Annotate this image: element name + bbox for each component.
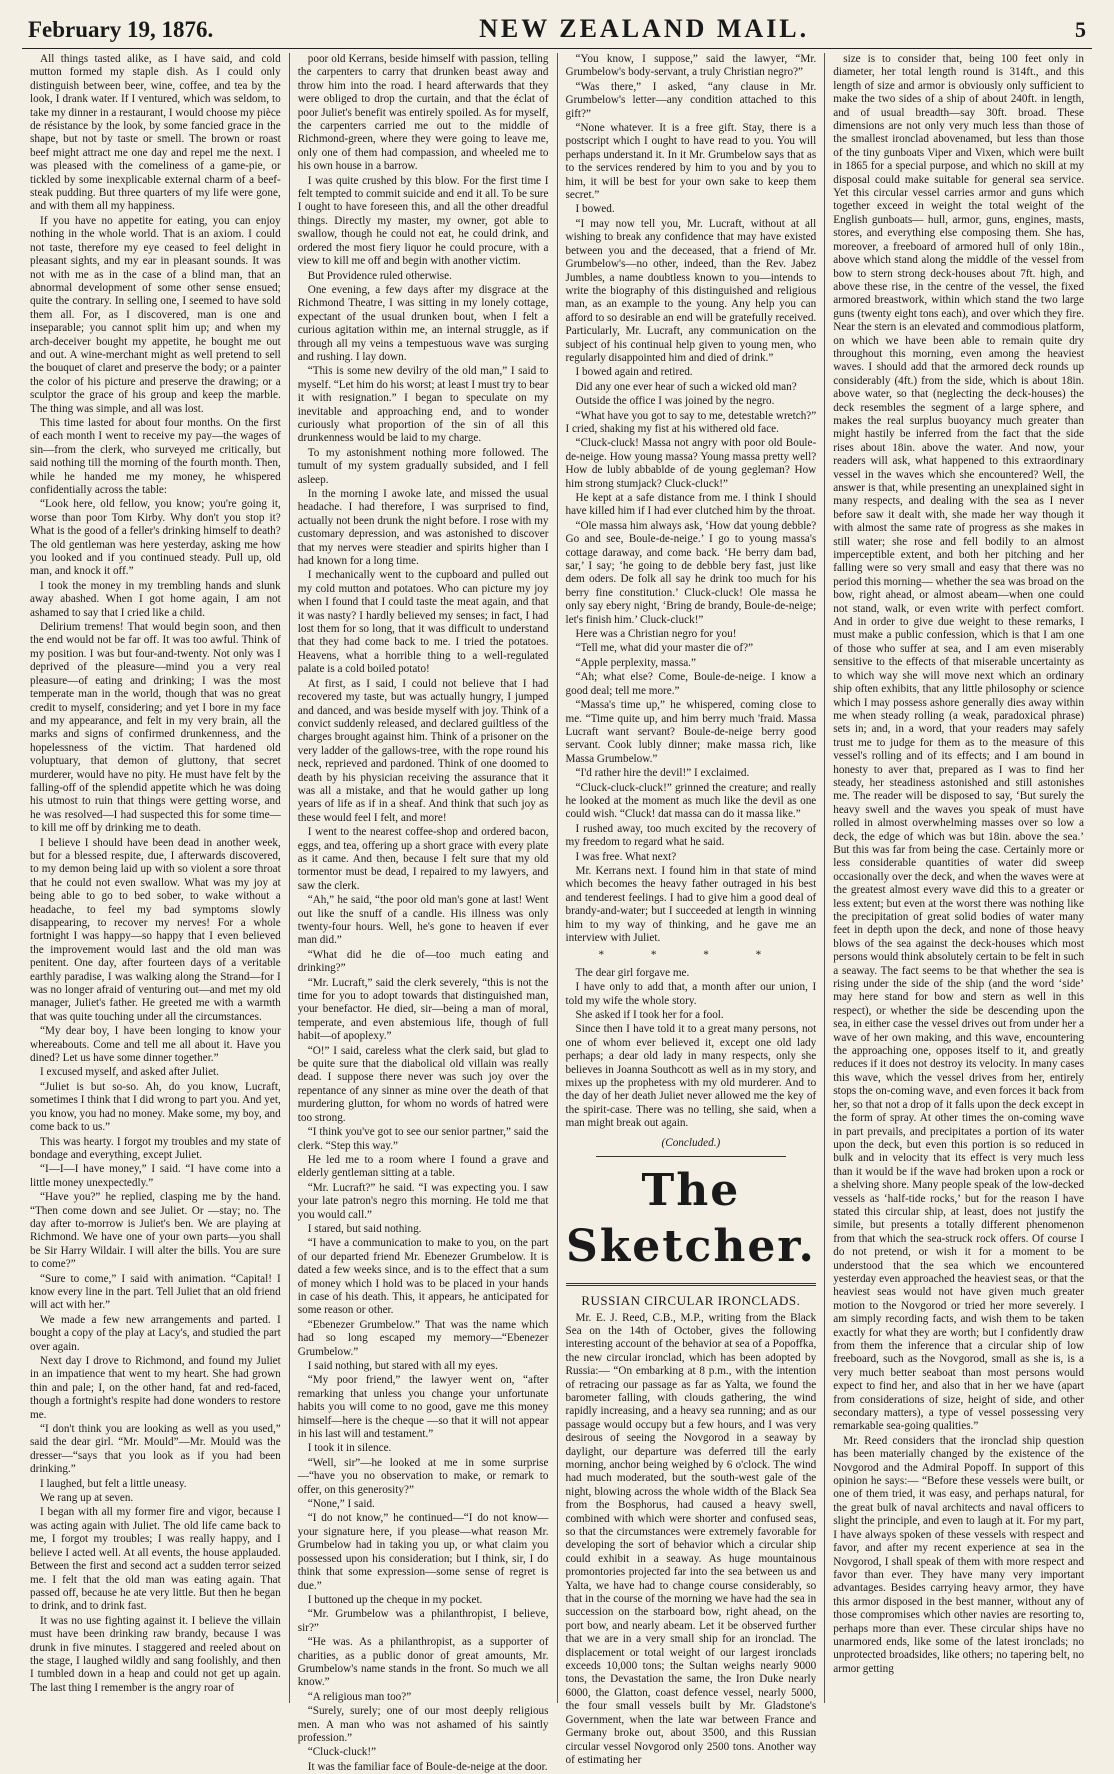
paragraph: Mr. Kerrans next. I found him in that state of mind which becomes the heavy father outraged in his best and tenderest feelings. I had to give him a good deal of brandy-and-water; but I succeeded at length in winning him to my way of thinking, and he gave me an interview with Juliet. [565,864,817,944]
paragraph: “Cluck-cluck!” [307,1746,377,1759]
paragraph: “Well, sir”—he looked at me in some surprise—“have you no observation to make, or remark to offer, on this generosity?” [297,1456,549,1496]
paragraph: I took it in silence. [307,1442,392,1455]
paragraph: size is to consider that, being 100 feet only in diameter, her total length round is 314ft., and this length of size and armor is obviously only sufficient to make the two sides of a ship of about 240ft. in length, and of usual breadth—say 30ft. broad. These dimensions are not only very much less than those of the smallest ironclad abovenamed, but less than those of the tiny gunboats Viper and Vixen, which were built in 1865 for a special purpose, and which no skill at my disposal could make suitable for general sea service. Yet this circular vessel carries armor and guns which together exceed in weight the total weight of the English gunboats— hull, armor, guns, engines, masts, stores, and everything else composing them. She has, moreover, a freeboard of armored hull of only 18in., above which stand along the middle of the vessel from bow to stern strong deck-houses about 7ft. high, and above these rise, in the centre of the vessel, the fixed armored breastwork, within which stand the two large guns (twenty eight tons each), and over which they fire. Near the stern is an elevated and commodious platform, on which we have been able to remain quite dry throughout this morning, even among the heaviest waves. I should add that the armored deck rounds up considerably (4ft.) from the side, which is about 18in. above water, so that (neglecting the deck-houses) the deck resembles the segment of a large sphere, and makes the real surplus buoyancy much greater than might hastily be inferred from the fact that the side rises about 18in. above the water. And now, your readers will ask, what happened to this extraordinary vessel in the waves which she encountered? Well, the answer is that, while presenting an unexplained sight in many respects, and dealing with the sea as I never before saw it dealt with, she made her way though it with almost the same rate of progress as she makes in still water; she rose and fell bodily to an almost imperceptible extent, and both her pitching and her falling were so very small and easy that there was no period this morning— whether the sea was broad on the bow, right ahead, or almost abeam—when one could not stand, walk, or even write with perfect comfort. And in order to give due weight to these remarks, I must make a public confession, which is that I am one of those who suffer at sea, and I am even miserably sensitive to the effects of that miserable uncertainty as to which way she will move next which an ordinary ship often exhibits, that any little philosophy or science which I may possess ashore generally dies away within me when steady rolling (a weak, paradoxical phrase) sets in; and, in a word, that your readers may safely trust me to judge for them as to the measure of this vessel's rolling and of its effects; and I am bound in honesty to aver that, prepared as I was to find her steady, her steadiness astonished and still astonishes me. The reader will be disposed to say, ‘But surely the heavy swell and the waves you speak of must have rolled in almost overwhelming masses over so low a deck, the edge of which was but 18in. above the sea.’ But this was far from being the case. Certainly more or less considerable quantities of water did sweep occasionally over the deck, and when the waves were at the greatest almost every wave did this to a greater or less extent; but even at the worst there was nothing like the precipitation of great solid bodies of water many feet in depth upon the deck, and none of those heavy blows of the sea against the deck-houses which most persons would think absolutely certain to be felt in such a seaway. The fact seems to be that whether the sea is rising under the side of the ship (and the word ‘side’ may here stand for bow and stern as well in this respect), or whether the side be descending upon the sea, in either case the vessel drives out from under her a wave of her own making, and this wave, encountering the approaching one, opposes itself to it, and greatly reduces if it does not destroy its velocity. In many cases this wave, which the vessel drives from her, entirely stops the on-coming wave, and even forces it back from her, so that not a drop of it falls upon the deck except in the form of spray. At other times the on-coming wave in part prevails, and precipitates a portion of its water upon the deck, but even this portion is so reduced in bulk and in velocity that its effect is very much less than it would be if the wave had broken upon a rock or a shelving shore. Many people speak of the low-decked vessels as ‘half-tide rocks,’ but for the reason I have stated this circular ship, at least, does not justify the simile, but presents a totally different phenomenon from that which the sea-struck rock offers. Of course I do not pretend, or wish it for a moment to be understood that the sea which we encountered yesterday even approached the heaviest seas, or that the heaviest seas would not have given much greater motion to the Novgorod or tried her more severely. I am simply recording facts, and wish them to be taken exactly for what they are worth; but I confidently draw from them the inference that a circular ship of low freeboard, such as the Novgorod, small as she is, is a very much better seaboat than most persons would expect to find her, and also that in her we have (apart from considerations of size, height of side, and other secondary matters), a type of vessel possessing very remarkable sea-going qualities.” [833,53,1084,1433]
paragraph: I excused myself, and asked after Juliet. [40,1066,219,1079]
paragraph: Outside the office I was joined by the negro. [575,395,775,408]
paragraph: “Was there,” I asked, “any clause in Mr. Grumbelow's letter—any condition attached to this gift?” [565,80,817,120]
paragraph: Did any one ever hear of such a wicked old man? [575,380,797,393]
paragraph: I stared, but said nothing. [307,1222,422,1235]
divider [596,1156,787,1157]
paragraph: I began with all my former fire and vigor, because I was acting again with Juliet. The old life came back to me, I forgot my troubles; I was really happy, and I believe I acted well. At all events, the house applauded. Between the first and second act a sudden terror seized me. I felt that the old man was eating again. That passed off, because he ate very little. But then he began to drink, and to drink fast. [30,1506,281,1613]
paragraph: “A religious man too?” [307,1690,412,1703]
paragraph: If you have no appetite for eating, you can enjoy nothing in the whole world. That is an axiom. I could not taste, therefore my eye ceased to feel delight in pleasant sights, and my ear in pleasant sounds. It was not with me as in the case of a blind man, that an abnormal development of some other sense ensued; quite the contrary. In selling one, I seemed to have sold them all. For, as I discovered, man is one and inseparable; you cannot split him up; and when my arch-deceiver bought my appetite, he bought me out and out. A wine-merchant might as well pretend to sell the bouquet of claret and preserve the body; or a painter the color of his picture and preserve the drawing; or a sculptor the grace of his group and keep the marble. The thing was simple, and all was lost. [30,214,281,415]
concluded-note: (Concluded.) [661,1136,721,1149]
section-stars: * * * * [598,949,784,962]
paragraph: “I think you've got to see our senior partner,” said the clerk. “Step this way.” [297,1126,549,1152]
paragraph: I was free. What next? [575,850,677,863]
paragraph: “Cluck-cluck! Massa not angry with poor old Boule-de-neige. How young massa? Young massa pretty well? How de lubly abbablde of de young gegleman? How him strong stumjack? Cluck-cluck!” [565,437,817,490]
paragraph: This was hearty. I forgot my troubles and my state of bondage and everything, except Juliet. [30,1135,281,1161]
paragraph: Mr. E. J. Reed, C.B., M.P., writing from the Black Sea on the 14th of October, gives the following interesting account of the behavior at sea of a Popoffka, the new circular ironclad, which has been adopted by Russia:— “On embarking at 8 p.m., with the intention of retracing our passage as far as Yalta, we found the barometer falling, with clouds gathering, the wind rapidly increasing, and a heavy sea running; and as our passage would occupy but a few hours, and I was very desirous of seeing the Novgorod in a seaway by daylight, our departure was deferred till the early morning, anchor being weighed by 6 o'clock. The wind had much moderated, but the south-west gale of the night, blowing across the whole width of the Black Sea from the Bosphorus, had caused a heavy swell, combined with which were shorter and confused seas, so that the circumstances were extremely favorable for developing the sort of behavior which a circular ship could exhibit in a seaway. As huge mountainous promontories projected far into the sea between us and Yalta, we have had to change course considerably, so that in the course of the morning we have had the sea in succession on the starboard bow, right ahead, on the port bow, and nearly abeam. Let it be observed further that we are in a very small ship for an ironclad. The displacement or total weight of our largest ironclads exceeds 10,000 tons; the Sultan weighs nearly 9000 tons, the Devastation the same, the Iron Duke nearly 6000, the Glatton, coast defence vessel, nearly 5000, the four small vessels built by Mr. Gladstone's Government, when the late war between France and Germany broke out, about 3500, and this Russian circular vessel Novgorod only 2500 tons. Another way of estimating her [565,1311,817,1766]
paragraph: “What did he die of—too much eating and drinking?” [297,948,549,975]
paragraph: “Ebenezer Grumbelow.” That was the name which had so long escaped my memory—“Ebenezer Grumbelow.” [297,1318,549,1358]
paragraph: We rang up at seven. [40,1492,134,1505]
paragraph: Since then I have told it to a great many persons, not one of whom ever believed it, except one old lady perhaps; a dear old lady in many respects, only she believes in Joanna Southcott as well as in my story, and mixes up the prophetess with my old murderer. And to the day of her death Juliet never allowed me the key of the spirit-case. There was no telling, she said, when a man might break out again. [565,1023,817,1130]
paragraph: I bowed. [575,203,615,216]
paragraph: I laughed, but felt a little uneasy. [40,1477,187,1490]
paragraph: Mr. Reed considers that the ironclad ship question has been materially changed by the existence of the Novgorod and the Admiral Popoff. In support of this opinion he says:— “Before these vessels were built, or one of them tried, it was easy, and perhaps natural, for the great bulk of naval architects and naval officers to slight the principle, and even to laugh at it. For my part, I have always spoken of these vessels with respect and favor, and after my recent experience at sea in the Novgorod, I shall speak of them with more respect and favor than ever. They have many very important advantages. Besides carrying heavy armor, they have this armor disposed in the best manner, without any of those compromises which other navies are resorting to, perhaps more than ever. These circular ships have no unarmored ends, like some of the latest ironclads; no unprotected broadsides, like others; no tapering belt, no armor getting [833,1434,1084,1675]
paragraph: I buttoned up the cheque in my pocket. [307,1593,483,1606]
paragraph: Delirium tremens! That would begin soon, and then the end would not be far off. It was too awful. Think of my position. I was but four-and-twenty. Not only was I deprived of the pleasure—mind you a very real pleasure—of eating and drinking; I was the most temperate man in the world, though that was no great credit to myself, considering; and yet I bore in my face and my appearance, and felt in my very brain, all the marks and signs of confirmed drunkenness, and the hopelessness of the victim. That hardened old voluptuary, that demon of gluttony, that secret murderer, would have no pity. He must have felt by the falling-off of the splendid appetite which he was doing his utmost to ruin that things were getting worse, and he was resolved—I had suspected this for some time—to kill me off by drinking me to death. [30,621,281,835]
paragraph: He kept at a safe distance from me. I think I should have killed him if I had ever clutched him by the throat. [565,492,817,518]
paragraph: “He was. As a philanthropist, as a supporter of charities, as a public donor of great amounts, Mr. Grumbelow's name stands in the front. So much we all know.” [297,1636,549,1689]
paragraph: I said nothing, but stared with all my eyes. [307,1360,498,1372]
paragraph: It was the familiar face of Boule-de-neige at the door. [307,1760,548,1773]
article-headline: RUSSIAN CIRCULAR IRONCLADS. [581,1293,801,1309]
paragraph: “O!” I said, careless what the clerk said, but glad to be quite sure that the diabolical old villain was really dead. I suppose there never was such joy over the repentance of any sinner as mine over the death of that murdering glutton, for whom no words of hatred were too strong. [297,1044,549,1124]
paragraph: poor old Kerrans, beside himself with passion, telling the carpenters to carry that drunken beast away and throw him into the road. I heard afterwards that they were obliged to drop the curtain, and that the éclat of poor Juliet's benefit was entirely spoiled. As for myself, the carpenters carried me out to the middle of Richmond-green, where they were going to leave me, only one of them had compassion, and wheeled me to his own house in a barrow. [297,53,549,173]
paragraph: “What have you got to say to me, detestable wretch?” I cried, shaking my fist at his withered old face. [565,409,817,435]
paragraph: The dear girl forgave me. [575,966,690,979]
paragraph: Next day I drove to Richmond, and found my Juliet in an impatience that went to my heart. She had grown thin and pale; I, on the other hand, fat and red-faced, though a fortnight's respite had done wonders to restore me. [30,1355,281,1421]
issue-date: February 19, 1876. [28,17,214,42]
paragraph: I believe I should have been dead in another week, but for a blessed respite, due, I afterwards discovered, to my demon being laid up with so violent a sore throat that he could not even swallow. What was my joy at being able to go to bed sober, to wake without a headache, to feel my bad symptoms slowly disappearing, to recover my nerves! For a whole fortnight I was happy—so happy that I even believed the improvement would last and the old man was penitent. One day, after fourteen days of a veritable earthly paradise, I was walking along the Strand—for I was no longer afraid of venturing out—and met my old manager, Juliet's father. He greeted me with a warmth that was quite touching under all the circumstances. [30,836,281,1023]
paragraph: One evening, a few days after my disgrace at the Richmond Theatre, I was sitting in my lonely cottage, expectant of the usual drunken bout, when I felt a curious agitation within me, an internal struggle, as if through all my veins a tempestuous wave was surging and rushing. I lay down. [297,283,549,363]
column-4 [825,53,1092,1703]
paragraph: I took the money in my trembling hands and slunk away abashed. When I got home again, I am not ashamed to say that I cried like a child. [30,579,281,619]
paragraph: To my astonishment nothing more followed. The tumult of my system gradually subsided, and I fell asleep. [297,446,549,486]
paragraph: “I don't think you are looking as well as you used,” said the dear girl. “Mr. Mould”—Mr. Mould was the dresser—“says that you look as if you had been drinking.” [30,1423,281,1476]
paragraph: He led me to a room where I found a grave and elderly gentleman sitting at a table. [297,1153,549,1180]
paragraph: “Sure to come,” I said with animation. “Capital! I know every line in the part. Tell Juliet that an old friend will act with her.” [30,1272,281,1312]
paragraph: “Surely, surely; one of our most deeply religious men. A man who was not ashamed of his saintly profession.” [297,1705,549,1744]
paragraph: “My dear boy, I have been longing to know your whereabouts. Come and tell me all about it. Have you dined? Let us have some dinner together.” [30,1025,281,1065]
paragraph: “Mr. Grumbelow was a philanthropist, I believe, sir?” [297,1608,549,1634]
column-1 [22,53,290,1703]
paragraph: “None,” I said. [307,1498,375,1511]
paragraph: I was quite crushed by this blow. For the first time I felt tempted to commit suicide and end it all. To be sure I ought to have foreseen this, and all the other dreadful things. Directly my master, my owner, got able to swallow, though he could not eat, he could drink, and ordered the most fiery liquor he could procure, with a view to kill me off and begin with another victim. [297,174,549,268]
paragraph: “Juliet is but so-so. Ah, do you know, Lucraft, sometimes I think that I did wrong to part you. And yet, you know, you had no money. Make some, my boy, and come back to us.” [30,1080,281,1134]
paragraph: “My poor friend,” the lawyer went on, “after remarking that unless you change your unfortunate habits you will come to no good, gave me this money himself—here is the cheque —so that it will not appear in his last will and testament.” [297,1374,549,1441]
paragraph: In the morning I awoke late, and missed the usual headache. I had therefore, I was surprised to find, actually not been drunk the night before. I rose with my customary depression, and was astonished to discover that my nerves were steadier and spirits higher than I had known for a long time. [297,488,549,568]
paragraph: “Ah; what else? Come, Boule-de-neige. I know a good deal; tell me more.” [565,671,817,697]
page-number: 5 [1074,17,1086,42]
paragraph: “Have you?” he replied, clasping me by the hand. “Then come down and see Juliet. Or —stay; no. The day after to-morrow is Juliet's ben. We are playing at Richmond. We have one of your own parts—you shall be Sir Harry Wildair. I will alter the bills. You are sure to come?” [30,1191,281,1271]
masthead [22,14,1092,49]
paragraph: “I'd rather hire the devil!” I exclaimed. [575,767,750,780]
paragraph: “I do not know,” he continued—“I do not know—your signature here, if you please—what reason Mr. Grumbelow had in taking you up, or what claim you possessed upon his consideration; but I think, sir, I do think that some expression—some sense of regret is due.” [297,1512,549,1592]
paragraph: “You know, I suppose,” said the lawyer, “Mr. Grumbelow's body-servant, a truly Christian negro?” [565,53,817,79]
paragraph: She asked if I took her for a fool. [575,1009,724,1022]
paragraph: “Massa's time up,” he whispered, coming close to me. “Time quite up, and him berry much 'fraid. Massa Lucraft want servant? Boule-de-neige berry good servant. Cook lubly dinner; make massa rich, like Massa Grumbelow.” [565,699,817,765]
story-continuation [566,53,817,945]
paragraph: “Cluck-cluck-cluck!” grinned the creature; and really he looked at the moment as much like the devil as one could wish. “Cluck! dat massa can do it massa like.” [565,781,817,821]
paragraph: This time lasted for about four months. On the first of each month I went to receive my pay—the wages of sin—from the clerk, who surveyed me critically, but said nothing till the morning of the fourth month. Then, while he handed me my money, he whispered confidentially across the table: [30,416,281,496]
text-columns [22,53,1092,1773]
paragraph: I mechanically went to the cupboard and pulled out my cold mutton and potatoes. Who can picture my joy when I found that I could taste the meat again, and that it was nasty? I hardly believed my senses; in fact, I had lost them for so long, that it was difficult to understand that they had come back to me. I tried the potatoes. Heavens, what a horrible thing to a well-regulated palate is a cold boiled potato! [297,569,549,676]
paragraph: I went to the nearest coffee-shop and ordered bacon, eggs, and tea, offering up a short grace with every plate as it came. And then, because I felt sure that my old tormentor must be dead, I repaired to my lawyers, and saw the clerk. [297,826,549,892]
paragraph: “Ole massa him always ask, ‘How dat young debble? Go and see, Boule-de-neige.’ I go to young massa's cottage daraway, and come back. ‘He berry dam bad, sar,’ I say; ‘he going to de debble bery fast, just like dem oders. De folk all say he drink too much for his berry fine constitution.’ Cluck-cluck! Ole massa he only say ebery night, ‘Bring de brandy, Boule-de-neige; let's finish him.’ Cluck-cluck!” [565,519,817,626]
paragraph: “Apple perplexity, massa.” [575,656,696,669]
newspaper-title: NEW ZEALAND MAIL. [479,14,810,43]
paragraph: “Look here, old fellow, you know; you're going it, worse than poor Tom Kirby. Why don't you stop it? What is the good of a feller's drinking himself to death? The old gentleman was here yesterday, asking me how you looked and if you continued steady. Pull up, old man, and knock it off.” [30,498,281,578]
column-3 [558,53,826,1766]
paragraph: I have only to add that, a month after our union, I told my wife the whole story. [565,981,817,1007]
double-divider [566,1283,817,1286]
paragraph: At first, as I said, I could not believe that I had recovered my taste, but was actually hungry, I jumped and danced, and was beside myself with joy. Think of a convict suddenly released, and declared guiltless of the charges brought against him. Think of a prisoner on the very ladder of the gallows-tree, with the rope round his neck, reprieved and pardoned. Think of one doomed to death by his physician receiving the assurance that it was all a mistake, and that he would gather up long years of life as if in a sheaf. And think that such joy as these would feel I felt, and more! [297,677,549,824]
paragraph: I bowed again and retired. [575,366,693,379]
story-ending [566,967,817,1131]
paragraph: I rushed away, too much excited by the recovery of my freedom to regard what he said. [565,822,817,849]
paragraph: “Ah,” he said, “the poor old man's gone at last! Went out like the snuff of a candle. His illness was only twenty-four hours. Well, he's gone to heaven if ever man did.” [297,894,549,947]
section-title-sketcher: The Sketcher. [565,1165,816,1273]
paragraph: But Providence ruled otherwise. [307,269,452,282]
paragraph: “I have a communication to make to you, on the part of our departed friend Mr. Ebenezer Grumbelow. It is dated a few weeks since, and is to the effect that a sum of money which I hold was to be placed in your hands in case of his death. This, it appears, he anticipated for some reason or other. [297,1237,549,1317]
article-body [566,1312,817,1768]
paragraph: “Mr. Lucraft,” said the clerk severely, “this is not the time for you to adopt towards that distinguished man, your benefactor. He died, sir—being a man of moral, temperate, and even abstemious life, though of full habit—of apoplexy.” [297,976,549,1043]
paragraph: Here was a Christian negro for you! [575,628,737,641]
paragraph: “Mr. Lucraft?” he said. “I was expecting you. I saw your late patron's negro this morning. He told me that you would call.” [297,1181,549,1221]
paragraph: “I—I—I have money,” I said. “I have come into a little money unexpectedly.” [30,1163,281,1189]
paragraph: “None whatever. It is a free gift. Stay, there is a postscript which I ought to have read to you. You will perhaps understand it. In it Mr. Grumbelow says that as to the services rendered by him to you and by you to him, it will be best for your own sake to keep them secret.” [565,122,817,202]
paragraph: “I may now tell you, Mr. Lucraft, without at all wishing to break any confidence that may have existed between you and the deceased, that a friend of Mr. Grumbelow's—no other, indeed, than the Rev. Jabez Jumbles, a name doubtless known to you—intends to write the biography of this distinguished and religious man, as an example to the young. Any help you can afford to so desirable an end will be gratefully received. Particularly, Mr. Lucraft, any communication on the subject of his continual help given to young men, who regularly disappointed him and died of drink.” [565,217,817,364]
paragraph: “Tell me, what did your master die of?” [575,642,754,655]
column-2 [290,53,558,1773]
paragraph: “This is some new devilry of the old man,” I said to myself. “Let him do his worst; at least I must try to bear it with resignation.” I began to speculate on my inevitable and approaching end, and to wonder curiously what proportion of the sin of all this drunkenness would be laid to my charge. [297,365,549,445]
paragraph: We made a few new arrangements and parted. I bought a copy of the play at Lacy's, and studied the part over again. [30,1313,281,1353]
paragraph: It was no use fighting against it. I believe the villain must have been drinking raw brandy, because I was drunk in five minutes. I staggered and reeled about on the stage, I laughed wildly and sang foolishly, and then I tumbled down in a heap and could not get up again. The last thing I remember is the angry roar of [30,1614,281,1694]
paragraph: All things tasted alike, as I have said, and cold mutton formed my staple dish. As I could only distinguish between beer, wine, coffee, and tea by the look, I drank water. If I ventured, which was seldom, to take my dinner in a restaurant, I would choose my pièce de résistance by the look, by some fancied grace in the shape, but not by taste or smell. The brown or roast beef might attract me one day and repel me the next. I was pleased with the comeliness of a game-pie, or tickled by some inexplicable external charm of a beef-steak pudding. But three quarters of my life were gone, and with them all my happiness. [30,53,281,213]
